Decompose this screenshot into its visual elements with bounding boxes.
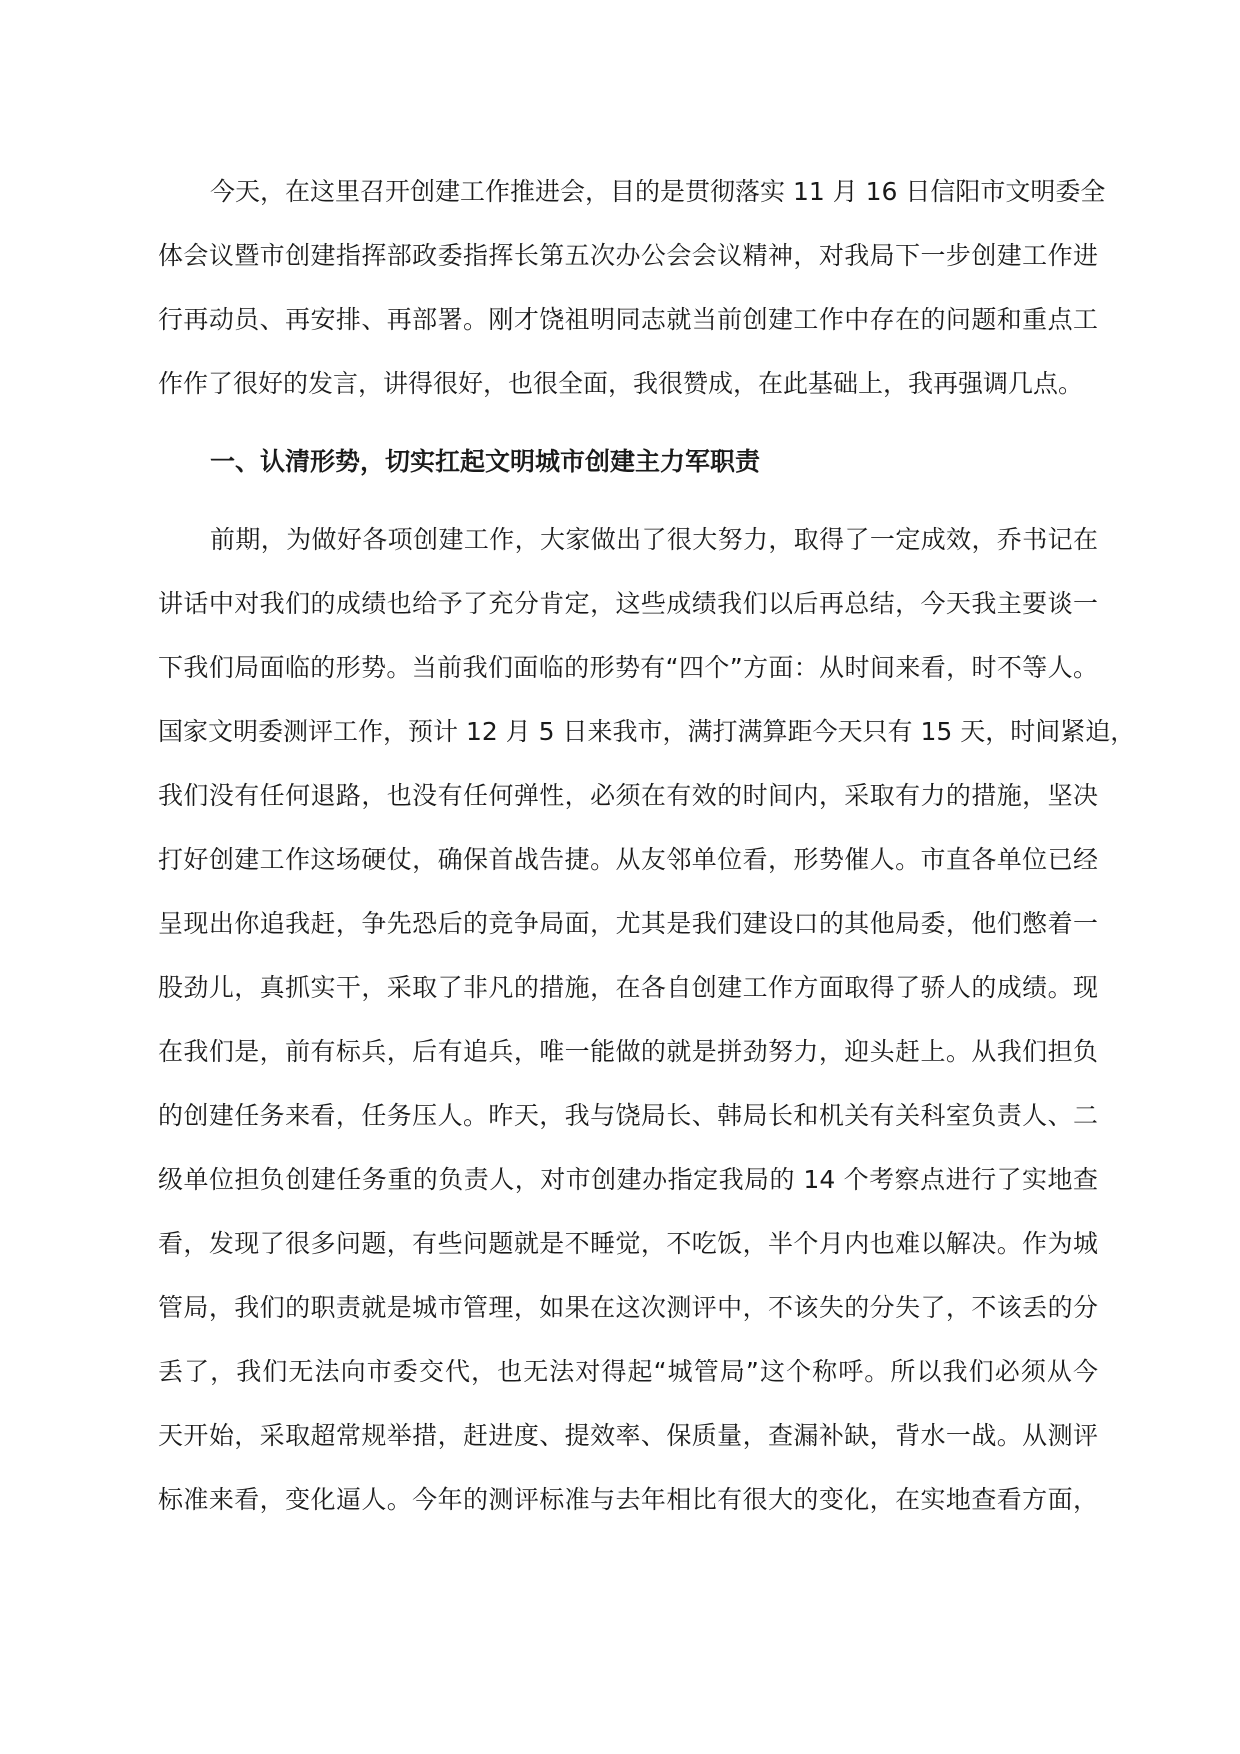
text-line: 体会议暨市创建指挥部政委指挥长第五次办公会会议精神，对我局下一步创建工作进 — [158, 241, 1098, 270]
heading-text: 一、认清形势，切实扛起文明城市创建主力军职责 — [210, 447, 761, 476]
text-line: 今天，在这里召开创建工作推进会，目的是贯彻落实 11 月 16 日信阳市文明委全 — [210, 177, 1106, 206]
text-line: 看，发现了很多问题，有些问题就是不睡觉，不吃饭，半个月内也难以解决。作为城 — [158, 1229, 1098, 1258]
text-line: 管局，我们的职责就是城市管理，如果在这次测评中，不该失的分失了，不该丢的分 — [158, 1293, 1098, 1322]
text-line: 打好创建工作这场硬仗，确保首战告捷。从友邻单位看，形势催人。市直各单位已经 — [158, 845, 1098, 874]
text-line: 呈现出你追我赶，争先恐后的竞争局面，尤其是我们建设口的其他局委，他们憋着一 — [158, 909, 1098, 938]
text-line: 天开始，采取超常规举措，赶进度、提效率、保质量，查漏补缺，背水一战。从测评 — [158, 1421, 1098, 1450]
text-line: 下我们局面临的形势。当前我们面临的形势有“四个”方面：从时间来看，时不等人。 — [158, 653, 1098, 682]
text-line: 我们没有任何退路，也没有任何弹性，必须在有效的时间内，采取有力的措施，坚决 — [158, 781, 1098, 810]
text-line: 国家文明委测评工作，预计 12 月 5 日来我市，满打满算距今天只有 15 天，时间紧迫， — [158, 717, 1136, 746]
text-line: 前期，为做好各项创建工作，大家做出了很大努力，取得了一定成效，乔书记在 — [210, 525, 1098, 554]
text-line: 在我们是，前有标兵，后有追兵，唯一能做的就是拼劲努力，迎头赶上。从我们担负 — [158, 1037, 1098, 1066]
text-line: 行再动员、再安排、再部署。刚才饶祖明同志就当前创建工作中存在的问题和重点工 — [158, 305, 1098, 334]
text-line: 级单位担负创建任务重的负责人，对市创建办指定我局的 14 个考察点进行了实地查 — [158, 1165, 1098, 1194]
text-line: 标准来看，变化逼人。今年的测评标准与去年相比有很大的变化，在实地查看方面， — [158, 1485, 1098, 1514]
paragraph-situation — [158, 508, 1136, 1532]
document-body — [158, 160, 1136, 1540]
text-line: 讲话中对我们的成绩也给予了充分肯定，这些成绩我们以后再总结，今天我主要谈一 — [158, 589, 1098, 618]
paragraph-intro — [158, 160, 1106, 416]
section-heading — [158, 424, 1098, 500]
text-line: 的创建任务来看，任务压人。昨天，我与饶局长、韩局长和机关有关科室负责人、二 — [158, 1101, 1098, 1130]
text-line: 股劲儿，真抓实干，采取了非凡的措施，在各自创建工作方面取得了骄人的成绩。现 — [158, 973, 1098, 1002]
text-line: 丢了，我们无法向市委交代，也无法对得起“城管局”这个称呼。所以我们必须从今 — [158, 1357, 1098, 1386]
text-line: 作作了很好的发言，讲得很好，也很全面，我很赞成，在此基础上，我再强调几点。 — [158, 369, 1084, 398]
